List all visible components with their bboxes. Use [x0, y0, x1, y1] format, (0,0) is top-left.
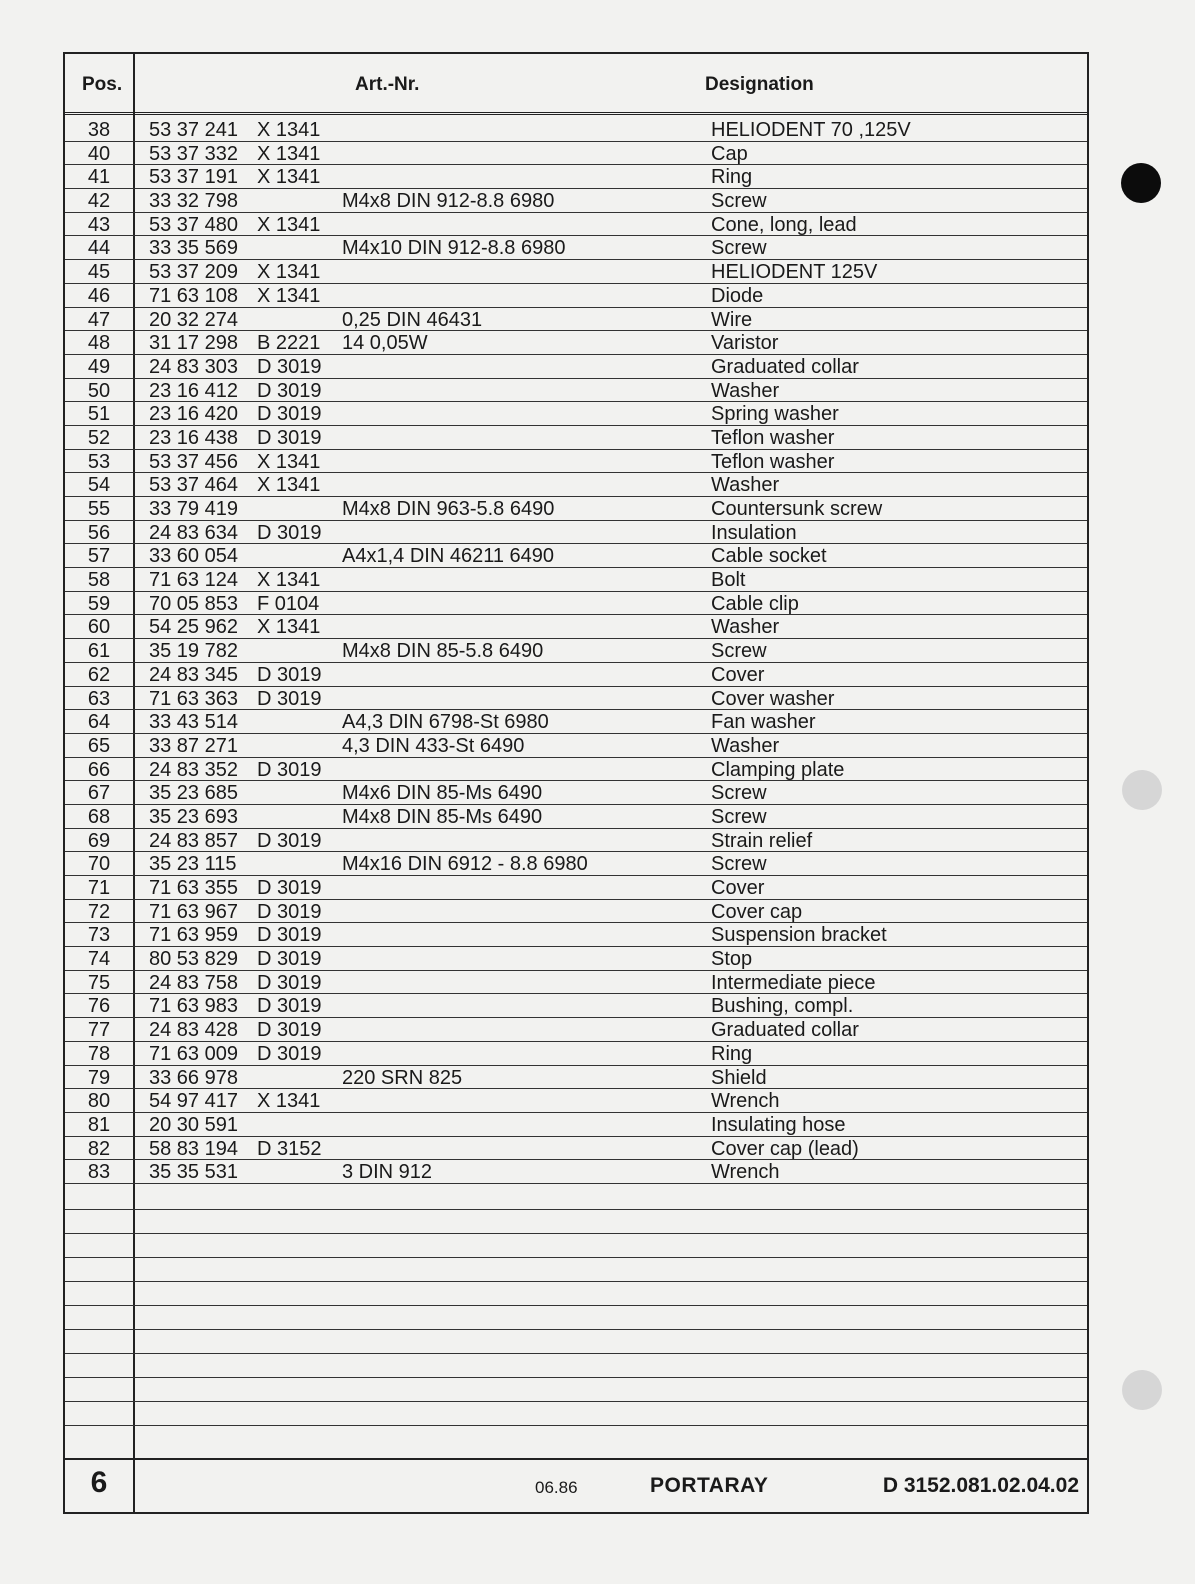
table-row — [65, 734, 1087, 758]
empty-ruled-line — [65, 1209, 1087, 1210]
row-designation: Wire — [711, 308, 753, 331]
row-designation: Intermediate piece — [711, 971, 876, 994]
row-designation: Screw — [711, 190, 767, 213]
table-row — [65, 1137, 1087, 1161]
row-pos: 66 — [87, 758, 111, 781]
table-row — [65, 829, 1087, 853]
table-row — [65, 142, 1087, 166]
empty-ruled-line — [65, 1329, 1087, 1330]
row-pos: 73 — [87, 924, 111, 947]
row-spec: A4,3 DIN 6798-St 6980 — [342, 711, 549, 734]
row-suffix: D 3019 — [257, 758, 322, 781]
row-art-nr: 71 63 009 — [149, 1042, 238, 1065]
row-designation: Cover — [711, 663, 765, 686]
row-designation: Washer — [711, 379, 780, 402]
row-art-nr: 35 23 685 — [149, 782, 238, 805]
row-suffix: X 1341 — [257, 474, 321, 497]
row-designation: Teflon washer — [711, 426, 835, 449]
row-designation: Stop — [711, 948, 753, 971]
empty-ruled-line — [65, 1425, 1087, 1426]
row-art-nr: 53 37 241 — [149, 119, 238, 141]
row-spec: M4x16 DIN 6912 - 8.8 6980 — [342, 853, 588, 876]
row-designation: Cable socket — [711, 545, 827, 568]
row-designation: Insulation — [711, 521, 797, 544]
row-art-nr: 20 30 591 — [149, 1113, 238, 1136]
row-designation: Varistor — [711, 332, 779, 355]
row-designation: Screw — [711, 805, 767, 828]
footer-product: PORTARAY — [650, 1474, 769, 1497]
row-art-nr: 24 83 345 — [149, 663, 238, 686]
row-pos: 54 — [87, 474, 111, 497]
row-designation: Cover cap — [711, 900, 803, 923]
table-row — [65, 923, 1087, 947]
empty-ruled-line — [65, 1353, 1087, 1354]
row-pos: 47 — [87, 308, 111, 331]
row-suffix: D 3019 — [257, 924, 322, 947]
row-pos: 75 — [87, 971, 111, 994]
row-designation: Screw — [711, 782, 767, 805]
row-designation: Shield — [711, 1066, 767, 1089]
table-row — [65, 236, 1087, 260]
row-suffix: D 3019 — [257, 971, 322, 994]
table-row — [65, 355, 1087, 379]
empty-ruled-line — [65, 1233, 1087, 1234]
empty-ruled-line — [65, 1401, 1087, 1402]
row-designation: HELIODENT 125V — [711, 261, 878, 284]
table-row — [65, 1160, 1087, 1184]
row-designation: Suspension bracket — [711, 924, 887, 947]
row-designation: Countersunk screw — [711, 498, 883, 520]
row-art-nr: 31 17 298 — [149, 332, 238, 355]
row-pos: 80 — [87, 1090, 111, 1113]
row-pos: 64 — [87, 711, 111, 734]
row-art-nr: 33 87 271 — [149, 734, 238, 757]
table-row — [65, 971, 1087, 995]
footer-date: 06.86 — [535, 1478, 578, 1497]
row-art-nr: 71 63 108 — [149, 284, 238, 307]
row-pos: 79 — [87, 1066, 111, 1089]
row-art-nr: 58 83 194 — [149, 1137, 238, 1160]
row-pos: 40 — [87, 142, 111, 165]
table-row — [65, 1089, 1087, 1113]
table-row — [65, 118, 1087, 142]
row-designation: Clamping plate — [711, 758, 845, 781]
row-suffix: X 1341 — [257, 261, 321, 284]
row-suffix: D 3019 — [257, 403, 322, 426]
row-pos: 76 — [87, 995, 111, 1018]
row-pos: 77 — [87, 1019, 111, 1042]
row-suffix: D 3019 — [257, 948, 322, 971]
row-suffix: X 1341 — [257, 1090, 321, 1113]
row-art-nr: 53 37 456 — [149, 450, 238, 473]
row-spec: 14 0,05W — [342, 332, 428, 355]
row-designation: Washer — [711, 734, 780, 757]
row-spec: A4x1,4 DIN 46211 6490 — [342, 545, 555, 568]
empty-ruled-line — [65, 1281, 1087, 1282]
row-art-nr: 71 63 959 — [149, 924, 238, 947]
row-designation: Fan washer — [711, 711, 816, 734]
table-row — [65, 165, 1087, 189]
row-pos: 51 — [87, 403, 111, 426]
row-designation: Ring — [711, 1042, 753, 1065]
row-spec: 220 SRN 825 — [342, 1066, 463, 1089]
punch-hole — [1122, 770, 1162, 810]
row-art-nr: 33 60 054 — [149, 545, 238, 568]
table-row — [65, 308, 1087, 332]
row-spec: M4x8 DIN 912-8.8 6980 — [342, 190, 555, 213]
row-pos: 70 — [87, 853, 111, 876]
row-designation: Wrench — [711, 1090, 780, 1113]
row-art-nr: 70 05 853 — [149, 592, 238, 615]
row-pos: 69 — [87, 829, 111, 852]
row-suffix: D 3019 — [257, 1019, 322, 1042]
row-suffix: D 3019 — [257, 521, 322, 544]
parts-table-body — [65, 118, 1087, 1184]
row-pos: 41 — [87, 166, 111, 189]
row-art-nr: 33 32 798 — [149, 190, 238, 213]
row-pos: 78 — [87, 1042, 111, 1065]
header-designation: Designation — [705, 74, 814, 95]
row-suffix: D 3019 — [257, 995, 322, 1018]
table-row — [65, 1113, 1087, 1137]
row-designation: Strain relief — [711, 829, 813, 852]
row-art-nr: 24 83 634 — [149, 521, 238, 544]
parts-list-sheet — [63, 52, 1089, 1514]
table-header — [65, 54, 1087, 115]
row-art-nr: 53 37 332 — [149, 142, 238, 165]
row-suffix: D 3152 — [257, 1137, 322, 1160]
row-pos: 65 — [87, 734, 111, 757]
row-art-nr: 53 37 209 — [149, 261, 238, 284]
row-art-nr: 35 19 782 — [149, 640, 238, 663]
row-pos: 56 — [87, 521, 111, 544]
row-pos: 38 — [87, 119, 111, 141]
header-art-nr: Art.-Nr. — [355, 74, 420, 95]
row-pos: 57 — [87, 545, 111, 568]
table-row — [65, 781, 1087, 805]
table-row — [65, 687, 1087, 711]
header-pos: Pos. — [82, 74, 123, 95]
row-spec: M4x8 DIN 85-5.8 6490 — [342, 640, 544, 663]
row-suffix: D 3019 — [257, 1042, 322, 1065]
row-pos: 71 — [87, 877, 111, 899]
table-row — [65, 426, 1087, 450]
row-art-nr: 71 63 363 — [149, 687, 238, 710]
row-spec: M4x10 DIN 912-8.8 6980 — [342, 237, 566, 260]
row-art-nr: 24 83 758 — [149, 971, 238, 994]
row-spec: 3 DIN 912 — [342, 1161, 433, 1184]
row-designation: Diode — [711, 284, 764, 307]
row-pos: 60 — [87, 616, 111, 639]
row-designation: Cone, long, lead — [711, 213, 857, 236]
row-pos: 53 — [87, 450, 111, 473]
table-row — [65, 450, 1087, 474]
row-pos: 74 — [87, 948, 111, 971]
row-designation: HELIODENT 70 ,125V — [711, 119, 911, 141]
row-art-nr: 35 23 115 — [149, 853, 237, 876]
row-art-nr: 54 97 417 — [149, 1090, 238, 1113]
row-suffix: D 3019 — [257, 829, 322, 852]
row-art-nr: 35 23 693 — [149, 805, 238, 828]
row-pos: 81 — [87, 1113, 111, 1136]
row-art-nr: 24 83 428 — [149, 1019, 238, 1042]
table-row — [65, 521, 1087, 545]
row-designation: Screw — [711, 853, 767, 876]
row-designation: Cover — [711, 877, 765, 899]
row-art-nr: 33 43 514 — [149, 711, 238, 734]
table-row — [65, 876, 1087, 900]
row-art-nr: 23 16 412 — [149, 379, 238, 402]
footer — [65, 1458, 1087, 1512]
row-art-nr: 20 32 274 — [149, 308, 238, 331]
row-art-nr: 80 53 829 — [149, 948, 238, 971]
table-row — [65, 497, 1087, 521]
row-suffix: D 3019 — [257, 355, 322, 378]
table-row — [65, 568, 1087, 592]
row-suffix: D 3019 — [257, 900, 322, 923]
table-row — [65, 852, 1087, 876]
row-suffix: D 3019 — [257, 426, 322, 449]
table-row — [65, 805, 1087, 829]
row-pos: 46 — [87, 284, 111, 307]
row-pos: 68 — [87, 805, 111, 828]
row-suffix: X 1341 — [257, 450, 321, 473]
row-suffix: F 0104 — [257, 592, 320, 615]
row-pos: 83 — [87, 1161, 111, 1184]
row-suffix: X 1341 — [257, 569, 321, 592]
row-suffix: X 1341 — [257, 166, 321, 189]
row-art-nr: 33 35 569 — [149, 237, 238, 260]
table-row — [65, 379, 1087, 403]
row-pos: 43 — [87, 213, 111, 236]
table-row — [65, 1066, 1087, 1090]
row-art-nr: 53 37 480 — [149, 213, 238, 236]
row-spec: M4x8 DIN 85-Ms 6490 — [342, 805, 543, 828]
table-row — [65, 544, 1087, 568]
row-pos: 49 — [87, 355, 111, 378]
row-spec: 4,3 DIN 433-St 6490 — [342, 734, 525, 757]
row-designation: Insulating hose — [711, 1113, 846, 1136]
row-pos: 61 — [87, 640, 111, 663]
row-pos: 55 — [87, 498, 111, 520]
footer-doc-number: D 3152.081.02.04.02 — [882, 1474, 1079, 1497]
row-pos: 50 — [87, 379, 111, 402]
row-suffix: B 2221 — [257, 332, 321, 355]
row-art-nr: 33 79 419 — [149, 498, 238, 520]
row-pos: 67 — [87, 782, 111, 805]
row-designation: Bushing, compl. — [711, 995, 854, 1018]
row-spec: 0,25 DIN 46431 — [342, 308, 483, 331]
row-suffix: X 1341 — [257, 284, 321, 307]
punch-hole — [1122, 1370, 1162, 1410]
row-designation: Teflon washer — [711, 450, 835, 473]
binder-tab-marker — [1121, 163, 1161, 203]
table-row — [65, 284, 1087, 308]
row-designation: Wrench — [711, 1161, 780, 1184]
row-art-nr: 23 16 420 — [149, 403, 238, 426]
row-art-nr: 35 35 531 — [149, 1161, 238, 1184]
row-suffix: X 1341 — [257, 213, 321, 236]
table-row — [65, 213, 1087, 237]
row-pos: 82 — [87, 1137, 111, 1160]
table-row — [65, 402, 1087, 426]
page-number: 6 — [90, 1466, 108, 1499]
row-art-nr: 71 63 983 — [149, 995, 238, 1018]
row-suffix: D 3019 — [257, 663, 322, 686]
row-suffix: X 1341 — [257, 119, 321, 141]
row-pos: 72 — [87, 900, 111, 923]
table-row — [65, 1042, 1087, 1066]
row-designation: Washer — [711, 616, 780, 639]
row-suffix: D 3019 — [257, 877, 322, 899]
table-row — [65, 592, 1087, 616]
row-designation: Cable clip — [711, 592, 799, 615]
row-pos: 44 — [87, 237, 111, 260]
row-art-nr: 71 63 124 — [149, 569, 238, 592]
row-designation: Spring washer — [711, 403, 839, 426]
row-designation: Screw — [711, 640, 767, 663]
table-row — [65, 710, 1087, 734]
row-art-nr: 24 83 857 — [149, 829, 238, 852]
row-art-nr: 54 25 962 — [149, 616, 238, 639]
row-designation: Ring — [711, 166, 753, 189]
row-pos: 42 — [87, 190, 111, 213]
row-pos: 59 — [87, 592, 111, 615]
row-art-nr: 53 37 191 — [149, 166, 238, 189]
empty-ruled-line — [65, 1377, 1087, 1378]
row-art-nr: 24 83 303 — [149, 355, 238, 378]
row-designation: Graduated collar — [711, 1019, 859, 1042]
table-row — [65, 260, 1087, 284]
row-designation: Washer — [711, 474, 780, 497]
table-row — [65, 663, 1087, 687]
row-suffix: X 1341 — [257, 616, 321, 639]
table-row — [65, 615, 1087, 639]
row-art-nr: 71 63 967 — [149, 900, 238, 923]
row-spec: M4x6 DIN 85-Ms 6490 — [342, 782, 543, 805]
row-art-nr: 53 37 464 — [149, 474, 238, 497]
empty-ruled-line — [65, 1305, 1087, 1306]
row-suffix: X 1341 — [257, 142, 321, 165]
row-art-nr: 24 83 352 — [149, 758, 238, 781]
row-art-nr: 23 16 438 — [149, 426, 238, 449]
row-suffix: D 3019 — [257, 687, 322, 710]
row-art-nr: 33 66 978 — [149, 1066, 238, 1089]
table-row — [65, 900, 1087, 924]
row-pos: 52 — [87, 426, 111, 449]
table-row — [65, 473, 1087, 497]
row-spec: M4x8 DIN 963-5.8 6490 — [342, 498, 555, 520]
row-designation: Cap — [711, 142, 748, 165]
row-art-nr: 71 63 355 — [149, 877, 238, 899]
row-pos: 63 — [87, 687, 111, 710]
table-row — [65, 331, 1087, 355]
row-pos: 58 — [87, 569, 111, 592]
table-row — [65, 189, 1087, 213]
table-row — [65, 758, 1087, 782]
row-designation: Graduated collar — [711, 355, 859, 378]
empty-ruled-line — [65, 1257, 1087, 1258]
row-designation: Cover washer — [711, 687, 835, 710]
row-designation: Cover cap (lead) — [711, 1137, 859, 1160]
row-designation: Screw — [711, 237, 767, 260]
row-designation: Bolt — [711, 569, 746, 592]
row-pos: 45 — [87, 261, 111, 284]
row-pos: 48 — [87, 332, 111, 355]
table-row — [65, 994, 1087, 1018]
table-row — [65, 1018, 1087, 1042]
table-row — [65, 947, 1087, 971]
row-pos: 62 — [87, 663, 111, 686]
table-row — [65, 639, 1087, 663]
row-suffix: D 3019 — [257, 379, 322, 402]
